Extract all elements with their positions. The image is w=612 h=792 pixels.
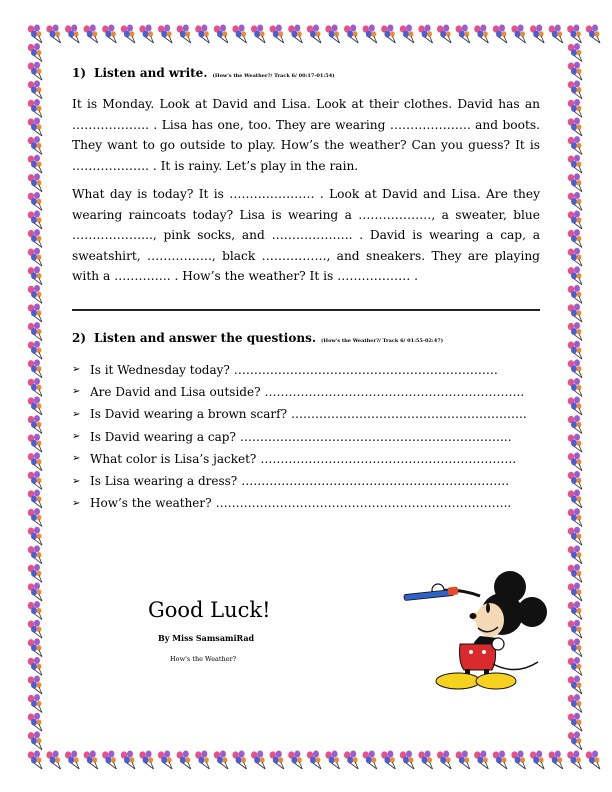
balloon-bunch-icon: [288, 25, 302, 43]
balloon-bunch-icon: [28, 359, 42, 377]
balloon-bunch-icon: [288, 751, 302, 769]
arrowhead-bullet-icon: ➢: [72, 431, 81, 443]
balloon-bunch-icon: [158, 751, 172, 769]
balloon-bunch-icon: [381, 751, 395, 769]
balloon-bunch-icon: [251, 25, 265, 43]
balloon-bunch-icon: [568, 248, 582, 266]
balloon-bunch-icon: [84, 751, 98, 769]
section2-number: 2): [72, 330, 87, 345]
section1-number: 1): [72, 66, 87, 80]
balloon-bunch-icon: [28, 173, 42, 191]
balloon-bunch-icon: [568, 285, 582, 303]
balloon-bunch-icon: [195, 25, 209, 43]
balloon-bunch-icon: [474, 25, 488, 43]
worksheet-content: [72, 66, 540, 515]
balloon-bunch-icon: [568, 452, 582, 470]
balloon-bunch-icon: [28, 694, 42, 712]
balloon-bunch-icon: [28, 229, 42, 247]
balloon-bunch-icon: [568, 527, 582, 545]
balloon-bunch-icon: [568, 676, 582, 694]
balloon-bunch-icon: [121, 25, 135, 43]
balloon-bunch-icon: [28, 527, 42, 545]
balloon-bunch-icon: [307, 751, 321, 769]
balloon-bunch-icon: [549, 25, 563, 43]
balloon-bunch-icon: [232, 25, 246, 43]
answer-line: ………………………………………………………….: [241, 474, 510, 489]
section2-note: (How's the Weather?/ Track 6/ 01:55-02:47): [321, 337, 444, 344]
balloon-bunch-icon: [568, 80, 582, 98]
balloon-bunch-icon: [568, 415, 582, 433]
balloon-bunch-icon: [568, 731, 582, 749]
balloon-bunch-icon: [418, 751, 432, 769]
balloon-bunch-icon: [456, 25, 470, 43]
arrowhead-bullet-icon: ➢: [72, 386, 81, 398]
balloon-bunch-icon: [28, 601, 42, 619]
question-item: [72, 425, 540, 447]
balloon-bunch-icon: [567, 751, 581, 769]
author-line: By Miss SamsamiRad: [158, 633, 255, 643]
balloon-bunch-icon: [28, 80, 42, 98]
answer-line: ………………………………………………………………..: [215, 496, 512, 511]
balloon-bunch-icon: [568, 211, 582, 229]
balloon-bunch-icon: [28, 136, 42, 154]
balloon-bunch-icon: [418, 25, 432, 43]
balloon-bunch-icon: [28, 43, 42, 61]
balloon-bunch-icon: [84, 25, 98, 43]
section1-title: Listen and write.: [94, 66, 208, 80]
balloon-bunch-icon: [568, 341, 582, 359]
balloon-bunch-icon: [568, 136, 582, 154]
balloon-bunch-icon: [28, 657, 42, 675]
question-list: [72, 359, 540, 515]
balloon-bunch-icon: [28, 25, 42, 43]
balloon-bunch-icon: [28, 638, 42, 656]
section1-note: (How's the Weather?/ Track 6/ 00:17-01:54): [212, 73, 335, 79]
question-item: [72, 359, 540, 381]
answer-line: …………………………………………………………..: [239, 429, 512, 444]
question-item: [72, 381, 540, 403]
balloon-bunch-icon: [437, 751, 451, 769]
balloon-bunch-icon: [28, 490, 42, 508]
balloon-bunch-icon: [28, 118, 42, 136]
balloon-bunch-icon: [28, 564, 42, 582]
balloon-bunch-icon: [568, 62, 582, 80]
answer-line: ……………………………………………………….: [260, 451, 517, 466]
balloon-bunch-icon: [568, 118, 582, 136]
arrowhead-bullet-icon: ➢: [72, 475, 81, 487]
answer-line: …………………………………………………..: [291, 407, 527, 422]
balloon-bunch-icon: [568, 657, 582, 675]
arrowhead-bullet-icon: ➢: [72, 497, 81, 509]
question-item: [72, 492, 540, 514]
balloon-bunch-icon: [121, 751, 135, 769]
balloon-bunch-icon: [28, 620, 42, 638]
balloon-bunch-icon: [530, 25, 544, 43]
question-text: How’s the weather?: [90, 496, 212, 511]
question-text: Is Lisa wearing a dress?: [90, 474, 238, 489]
balloon-bunch-icon: [28, 266, 42, 284]
balloon-bunch-icon: [28, 676, 42, 694]
question-item: [72, 448, 540, 470]
balloon-bunch-icon: [568, 471, 582, 489]
balloon-bunch-icon: [325, 751, 339, 769]
balloon-bunch-icon: [251, 751, 265, 769]
balloon-bunch-icon: [568, 638, 582, 656]
balloon-bunch-icon: [400, 25, 414, 43]
balloon-bunch-icon: [568, 397, 582, 415]
balloon-bunch-icon: [139, 25, 153, 43]
balloon-bunch-icon: [214, 25, 228, 43]
balloon-bunch-icon: [28, 397, 42, 415]
balloon-bunch-icon: [568, 229, 582, 247]
balloon-bunch-icon: [65, 25, 79, 43]
worksheet-subtitle: How's the Weather?: [170, 655, 237, 663]
balloon-bunch-icon: [28, 192, 42, 210]
balloon-bunch-icon: [46, 25, 60, 43]
balloon-bunch-icon: [568, 266, 582, 284]
answer-line: …………………………………………………………: [233, 362, 498, 377]
question-text: Is it Wednesday today?: [90, 362, 230, 377]
balloon-bunch-icon: [102, 25, 116, 43]
balloon-bunch-icon: [28, 452, 42, 470]
balloon-bunch-icon: [568, 322, 582, 340]
question-text: Are David and Lisa outside?: [90, 384, 261, 399]
question-item: [72, 403, 540, 425]
balloon-bunch-icon: [28, 751, 42, 769]
balloon-bunch-icon: [568, 304, 582, 322]
balloon-bunch-icon: [568, 434, 582, 452]
balloon-bunch-icon: [511, 25, 525, 43]
balloon-bunch-icon: [139, 751, 153, 769]
balloon-bunch-icon: [232, 751, 246, 769]
question-item: [72, 470, 540, 492]
balloon-bunch-icon: [568, 43, 582, 61]
balloon-bunch-icon: [568, 620, 582, 638]
balloon-bunch-icon: [549, 751, 563, 769]
balloon-bunch-icon: [511, 751, 525, 769]
balloon-bunch-icon: [568, 564, 582, 582]
balloon-bunch-icon: [28, 713, 42, 731]
section1-paragraph1: It is Monday. Look at David and Lisa. Look at their clothes. David has an ………………. . Lisa has one, too. They are wearing ……………….. and boots. They want to go outside to play. How’s the weather? Can you guess? It is ………………. . It is rainy. Let’s play in the rain.: [72, 97, 540, 173]
balloon-bunch-icon: [214, 751, 228, 769]
balloon-bunch-icon: [28, 434, 42, 452]
section1-paragraph2: What day is today? It is ………………… . Look at David and Lisa. Are they wearing raincoats today? Lisa is wearing a ………………, a sweater, blue ……………….., pink socks, and ……………….. . David is wearing a cap, a sweatshirt, ……………., black ……………., and sneakers. They are playing with a ………….. . How’s the weather? It is ……………… .: [72, 187, 540, 283]
balloon-bunch-icon: [437, 25, 451, 43]
arrowhead-bullet-icon: ➢: [72, 364, 81, 376]
balloon-bunch-icon: [568, 490, 582, 508]
balloon-bunch-icon: [568, 192, 582, 210]
question-text: What color is Lisa’s jacket?: [90, 451, 257, 466]
balloon-bunch-icon: [363, 751, 377, 769]
mickey-mouse-illustration: [398, 566, 548, 691]
balloon-bunch-icon: [400, 751, 414, 769]
section2-title: Listen and answer the questions.: [94, 330, 317, 345]
balloon-bunch-icon: [28, 99, 42, 117]
balloon-bunch-icon: [46, 751, 60, 769]
balloon-bunch-icon: [568, 601, 582, 619]
balloon-bunch-icon: [28, 211, 42, 229]
balloon-bunch-icon: [586, 25, 600, 43]
balloon-bunch-icon: [586, 751, 600, 769]
arrowhead-bullet-icon: ➢: [72, 453, 81, 465]
answer-line: ………………………………………………………..: [264, 384, 525, 399]
section2-heading: [72, 331, 540, 345]
balloon-bunch-icon: [270, 751, 284, 769]
balloon-bunch-icon: [28, 341, 42, 359]
good-luck-title: Good Luck!: [148, 598, 271, 622]
balloon-bunch-icon: [28, 545, 42, 563]
balloon-bunch-icon: [568, 173, 582, 191]
balloon-bunch-icon: [568, 155, 582, 173]
balloon-bunch-icon: [568, 359, 582, 377]
balloon-bunch-icon: [568, 583, 582, 601]
balloon-bunch-icon: [567, 25, 581, 43]
balloon-bunch-icon: [568, 713, 582, 731]
question-text: Is David wearing a cap?: [90, 429, 236, 444]
balloon-bunch-icon: [493, 751, 507, 769]
balloon-bunch-icon: [530, 751, 544, 769]
balloon-bunch-icon: [568, 378, 582, 396]
balloon-bunch-icon: [28, 378, 42, 396]
balloon-bunch-icon: [28, 583, 42, 601]
balloon-bunch-icon: [195, 751, 209, 769]
balloon-bunch-icon: [28, 322, 42, 340]
balloon-bunch-icon: [270, 25, 284, 43]
balloon-bunch-icon: [493, 25, 507, 43]
balloon-bunch-icon: [28, 731, 42, 749]
balloon-bunch-icon: [474, 751, 488, 769]
balloon-bunch-icon: [568, 545, 582, 563]
balloon-bunch-icon: [456, 751, 470, 769]
balloon-bunch-icon: [568, 508, 582, 526]
balloon-bunch-icon: [28, 304, 42, 322]
balloon-bunch-icon: [344, 25, 358, 43]
balloon-bunch-icon: [177, 25, 191, 43]
balloon-bunch-icon: [568, 99, 582, 117]
balloon-bunch-icon: [28, 508, 42, 526]
balloon-bunch-icon: [568, 694, 582, 712]
balloon-bunch-icon: [28, 285, 42, 303]
balloon-bunch-icon: [381, 25, 395, 43]
arrowhead-bullet-icon: ➢: [72, 408, 81, 420]
balloon-bunch-icon: [344, 751, 358, 769]
balloon-bunch-icon: [28, 248, 42, 266]
balloon-bunch-icon: [28, 415, 42, 433]
balloon-bunch-icon: [307, 25, 321, 43]
section1-heading: [72, 66, 540, 80]
balloon-bunch-icon: [325, 25, 339, 43]
balloon-bunch-icon: [158, 25, 172, 43]
balloon-bunch-icon: [28, 471, 42, 489]
balloon-bunch-icon: [102, 751, 116, 769]
balloon-bunch-icon: [363, 25, 377, 43]
balloon-bunch-icon: [65, 751, 79, 769]
balloon-bunch-icon: [177, 751, 191, 769]
balloon-bunch-icon: [28, 62, 42, 80]
balloon-bunch-icon: [28, 155, 42, 173]
question-text: Is David wearing a brown scarf?: [90, 407, 287, 422]
section-divider: [72, 309, 540, 311]
